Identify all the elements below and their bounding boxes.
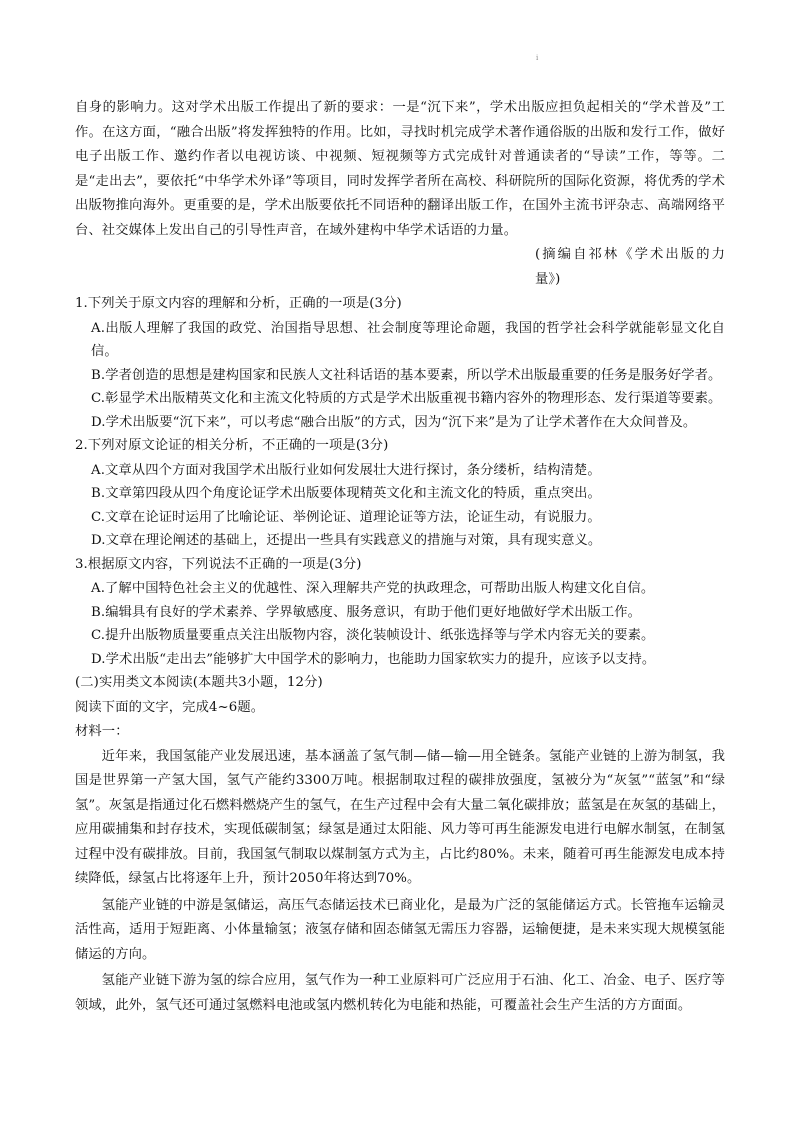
- passage-paragraph: 自身的影响力。这对学术出版工作提出了新的要求：一是“沉下来”，学术出版应担负起相关的“学术普及”工作。在这方面，“融合出版”将发挥独特的作用。比如，寻找时机完成学术著作通俗版的出版和发行工作，做好电子出版工作、邀约作者以电视访谈、中视频、短视频等方式完成针对普通读者的“导读”工作，等等。二是“走出去”，要依托“中华学术外译”等项目，同时发挥学者所在高校、科研院所的国际化资源，将优秀的学术出版物推向海外。更重要的是，学术出版要依托不同语种的翻译出版工作，在国外主流书评杂志、高端网络平台、社交媒体上发出自己的引导性声音，在域外建构中华学术话语的力量。: [75, 100, 725, 238]
- option-list: [75, 577, 725, 671]
- option-a: A.了解中国特色社会主义的优越性、深入理解共产党的执政理念，可帮助出版人构建文化自信。: [91, 581, 655, 596]
- question-2: [75, 434, 725, 553]
- option-a: A.出版人理解了我国的政党、治国指导思想、社会制度等理论命题，我国的哲学社会科学就能彰显文化自信。: [91, 320, 725, 359]
- option-b: B.编辑具有良好的学术素养、学界敏感度、服务意识，有助于他们更好地做好学术出版工作。: [91, 604, 642, 620]
- option-d: D.学术出版“走出去”能够扩大中国学术的影响力，也能助力国家软实力的提升，应该予以支持。: [91, 651, 656, 667]
- option-b: B.学者创造的思想是建构国家和民族人文社科话语的基本要素，所以学术出版最重要的任务是服务好学者。: [91, 367, 722, 383]
- option-list: [75, 459, 725, 553]
- option-c: C.文章在论证时运用了比喻论证、举例论证、道理论证等方法，论证生动，有说服力。: [91, 509, 601, 525]
- question-1: [75, 292, 725, 434]
- option-c: C.彰显学术出版精英文化和主流文化特质的方式是学术出版重视书籍内容外的物理形态、发行渠道等要素。: [91, 391, 722, 406]
- material-paragraph: 氢能产业链下游为氢的综合应用，氢气作为一种工业原料可广泛应用于石油、化工、冶金、电子、医疗等领域，此外，氢气还可通过氢燃料电池或氢内燃机转化为电能和热能，可覆盖社会生产生活的方方面面。: [75, 973, 725, 1013]
- material-label: 材料一：: [75, 724, 129, 739]
- material-paragraph: 近年来，我国氢能产业发展迅速，基本涵盖了氢气制—储—输—用全链条。氢能产业链的上游为制氢，我国是世界第一产氢大国，氢气产能约3300万吨。根据制取过程的碳排放强度，氢被分为“灰氢”“蓝氢”和“绿氢”。灰氢是指通过化石燃料燃烧产生的氢气，在生产过程中会有大量二氧化碳排放；蓝氢是在灰氢的基础上，应用碳捕集和封存技术，实现低碳制氢；绿氢是通过太阳能、风力等可再生能源发电进行电解水制氢，在制氢过程中没有碳排放。目前，我国氢气制取以煤制氢方式为主，占比约80%。未来，随着可再生能源发电成本持续降低，绿氢占比将逐年上升，预计2050年将达到70%。: [75, 748, 725, 886]
- option-list: [75, 317, 725, 435]
- option-a: A.文章从四个方面对我国学术出版行业如何发展壮大进行探讨，条分缕析，结构清楚。: [91, 462, 601, 478]
- passage-source: (摘编自祁林《学术出版的力量》): [535, 247, 725, 287]
- question-3: [75, 553, 725, 672]
- header-mark: ⅰ: [536, 54, 539, 62]
- section-title: (二)实用类文本阅读(本题共3小题，12分): [75, 675, 323, 690]
- option-b: B.文章第四段从四个角度论证学术出版要体现精英文化和主流文化的特质，重点突出。: [91, 486, 601, 501]
- option-d: D.学术出版要“沉下来”，可以考虑“融合出版”的方式，因为“沉下来”是为了让学术著作在大众间普及。: [91, 414, 697, 430]
- question-stem: 2.下列对原文论证的相关分析，不正确的一项是(3分): [75, 438, 389, 453]
- question-stem: 3.根据原文内容，下列说法不正确的一项是(3分): [75, 556, 362, 572]
- document-content: [75, 96, 725, 1018]
- option-c: C.提升出版物质量要重点关注出版物内容，淡化装帧设计、纸张选择等与学术内容无关的要素。: [91, 628, 655, 643]
- question-stem: 1.下列关于原文内容的理解和分析，正确的一项是(3分): [75, 296, 402, 311]
- section-instruction: 阅读下面的文字，完成4~6题。: [75, 699, 265, 715]
- material-paragraph: 氢能产业链的中游是氢储运，高压气态储运技术已商业化，是最为广泛的氢能储运方式。长管拖车运输灵活性高，适用于短距离、小体量输氢；液氢存储和固态储氢无需压力容器，运输便捷，是未来实现大规模氢能储运的方向。: [75, 897, 725, 962]
- option-d: D.文章在理论阐述的基础上，还提出一些具有实践意义的措施与对策，具有现实意义。: [91, 533, 602, 548]
